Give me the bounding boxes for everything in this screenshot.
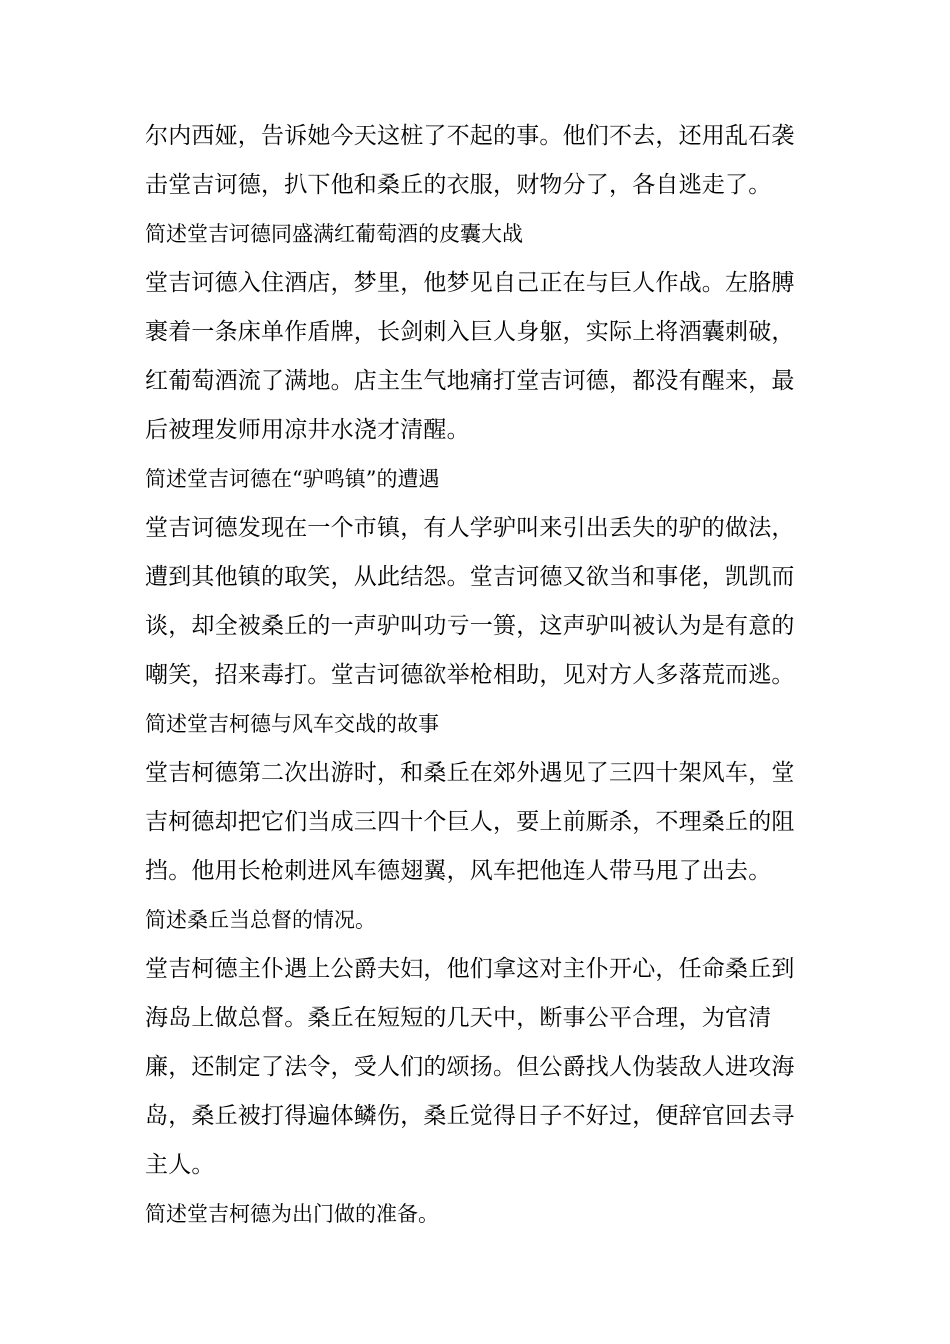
paragraph-3: 堂吉诃德发现在一个市镇，有人学驴叫来引出丢失的驴的做法，遭到其他镇的取笑，从此结怨。堂吉诃德又欲当和事佬，凯凯而谈，却全被桑丘的一声驴叫功亏一篑，这声驴叫被认为是有意的嘲笑，招来毒打。堂吉诃德欲举枪相助，见对方人多落荒而逃。 — [145, 515, 795, 688]
paragraph-4: 堂吉柯德第二次出游时，和桑丘在郊外遇见了三四十架风车，堂吉柯德却把它们当成三四十个巨人，要上前厮杀，不理桑丘的阻挡。他用长枪刺进风车德翅翼，风车把他连人带马甩了出去。 — [145, 760, 795, 884]
question-heading-4: 简述桑丘当总督的情况。 — [145, 908, 376, 932]
question-heading-1: 简述堂吉诃德同盛满红葡萄酒的皮囊大战 — [145, 222, 523, 246]
question-heading-3: 简述堂吉柯德与风车交战的故事 — [145, 712, 439, 736]
question-heading-2: 简述堂吉诃德在“驴鸣镇”的遭遇 — [145, 467, 440, 491]
paragraph-1: 尔内西娅，告诉她今天这桩了不起的事。他们不去，还用乱石袭击堂吉诃德，扒下他和桑丘的衣服，财物分了，各自逃走了。 — [145, 123, 795, 198]
question-heading-5: 简述堂吉柯德为出门做的准备。 — [145, 1202, 439, 1226]
paragraph-5: 堂吉柯德主仆遇上公爵夫妇，他们拿这对主仆开心，任命桑丘到海岛上做总督。桑丘在短短的几天中，断事公平合理，为官清廉，还制定了法令，受人们的颂扬。但公爵找人伪装敌人进攻海岛，桑丘被打得遍体鳞伤，桑丘觉得日子不好过，便辞官回去寻主人。 — [145, 956, 795, 1178]
document-page — [145, 112, 809, 1239]
paragraph-2: 堂吉诃德入住酒店，梦里，他梦见自己正在与巨人作战。左胳膊裹着一条床单作盾牌，长剑刺入巨人身躯，实际上将酒囊刺破，红葡萄酒流了满地。店主生气地痛打堂吉诃德，都没有醒来，最后被理发师用凉井水浇才清醒。 — [145, 270, 795, 443]
